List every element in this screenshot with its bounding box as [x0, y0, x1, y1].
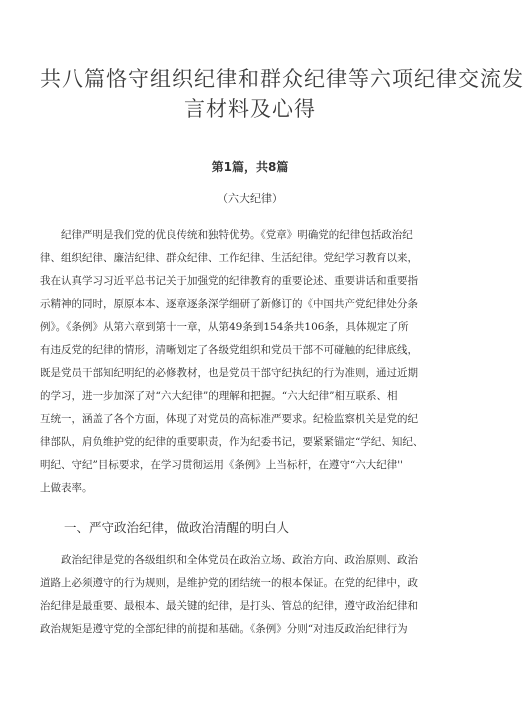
paragraph-political-discipline	[40, 549, 462, 641]
paragraph-line: 律、组织纪律、廉洁纪律、群众纪律、工作纪律、生活纪律。党纪学习教育以来，	[40, 252, 418, 264]
paragraph-line: 上做表率。	[40, 482, 93, 494]
paragraph-line: 例》。《条例》从第六章到第十一章，从第49条到154条共106条，具体规定了所	[40, 321, 409, 333]
title-line-2: 言材料及心得	[184, 97, 316, 121]
paragraph-line: 既是党员干部知纪明纪的必修教材，也是党员干部守纪执纪的行为准则，通过近期	[40, 367, 418, 379]
paragraph-line: 的学习，进一步加深了对“六大纪律”的理解和把握。“六大纪律”相互联系、相	[40, 390, 398, 402]
paragraph-line: 有违反党的纪律的情形，清晰划定了各级党组织和党员干部不可碰触的纪律底线，	[40, 344, 418, 356]
paragraph-line: 政治规矩是遵守党的全部纪律的前提和基础。《条例》分则“对违反政治纪律行为	[40, 623, 408, 635]
paragraph-line: 我在认真学习习近平总书记关于加强党的纪律教育的重要论述、重要讲话和重要指	[40, 275, 418, 287]
paragraph-line: 道路上必须遵守的行为规则，是维护党的团结统一的根本保证。在党的纪律中，政	[40, 577, 418, 589]
title-line-1: 共八篇恪守组织纪律和群众纪律等六项纪律交流发	[40, 67, 524, 91]
paragraph-line: 示精神的同时，原原本本、逐章逐条深学细研了新修订的《中国共产党纪律处分条	[40, 298, 418, 310]
paragraph-line: 互统一，涵盖了各个方面，体现了对党员的高标准严要求。纪检监察机关是党的纪	[40, 413, 418, 425]
paragraph-line: 政治纪律是党的各级组织和全体党员在政治立场、政治方向、政治原则、政治	[61, 554, 418, 566]
section-heading-political-discipline: 一、严守政治纪律，做政治清醒的明白人	[64, 520, 290, 535]
paragraph-line: 纪律严明是我们党的优良传统和独特优势。《党章》明确党的纪律包括政治纪	[61, 229, 413, 241]
paragraph-line: 明纪、守纪”目标要求，在学习贯彻运用《条例》上当标杆，在遵守“六大纪律''	[40, 459, 404, 471]
paragraph-intro	[40, 224, 462, 500]
section-number: 第1篇，共8篇	[211, 160, 289, 174]
document-title	[40, 64, 524, 124]
section-subtitle: （六大纪律）	[217, 192, 283, 205]
paragraph-line: 治纪律是最重要、最根本、最关键的纪律，是打头、管总的纪律，遵守政治纪律和	[40, 600, 418, 612]
paragraph-line: 律部队，肩负维护党的纪律的重要职责，作为纪委书记，要紧紧锚定“学纪、知纪、	[40, 436, 424, 448]
